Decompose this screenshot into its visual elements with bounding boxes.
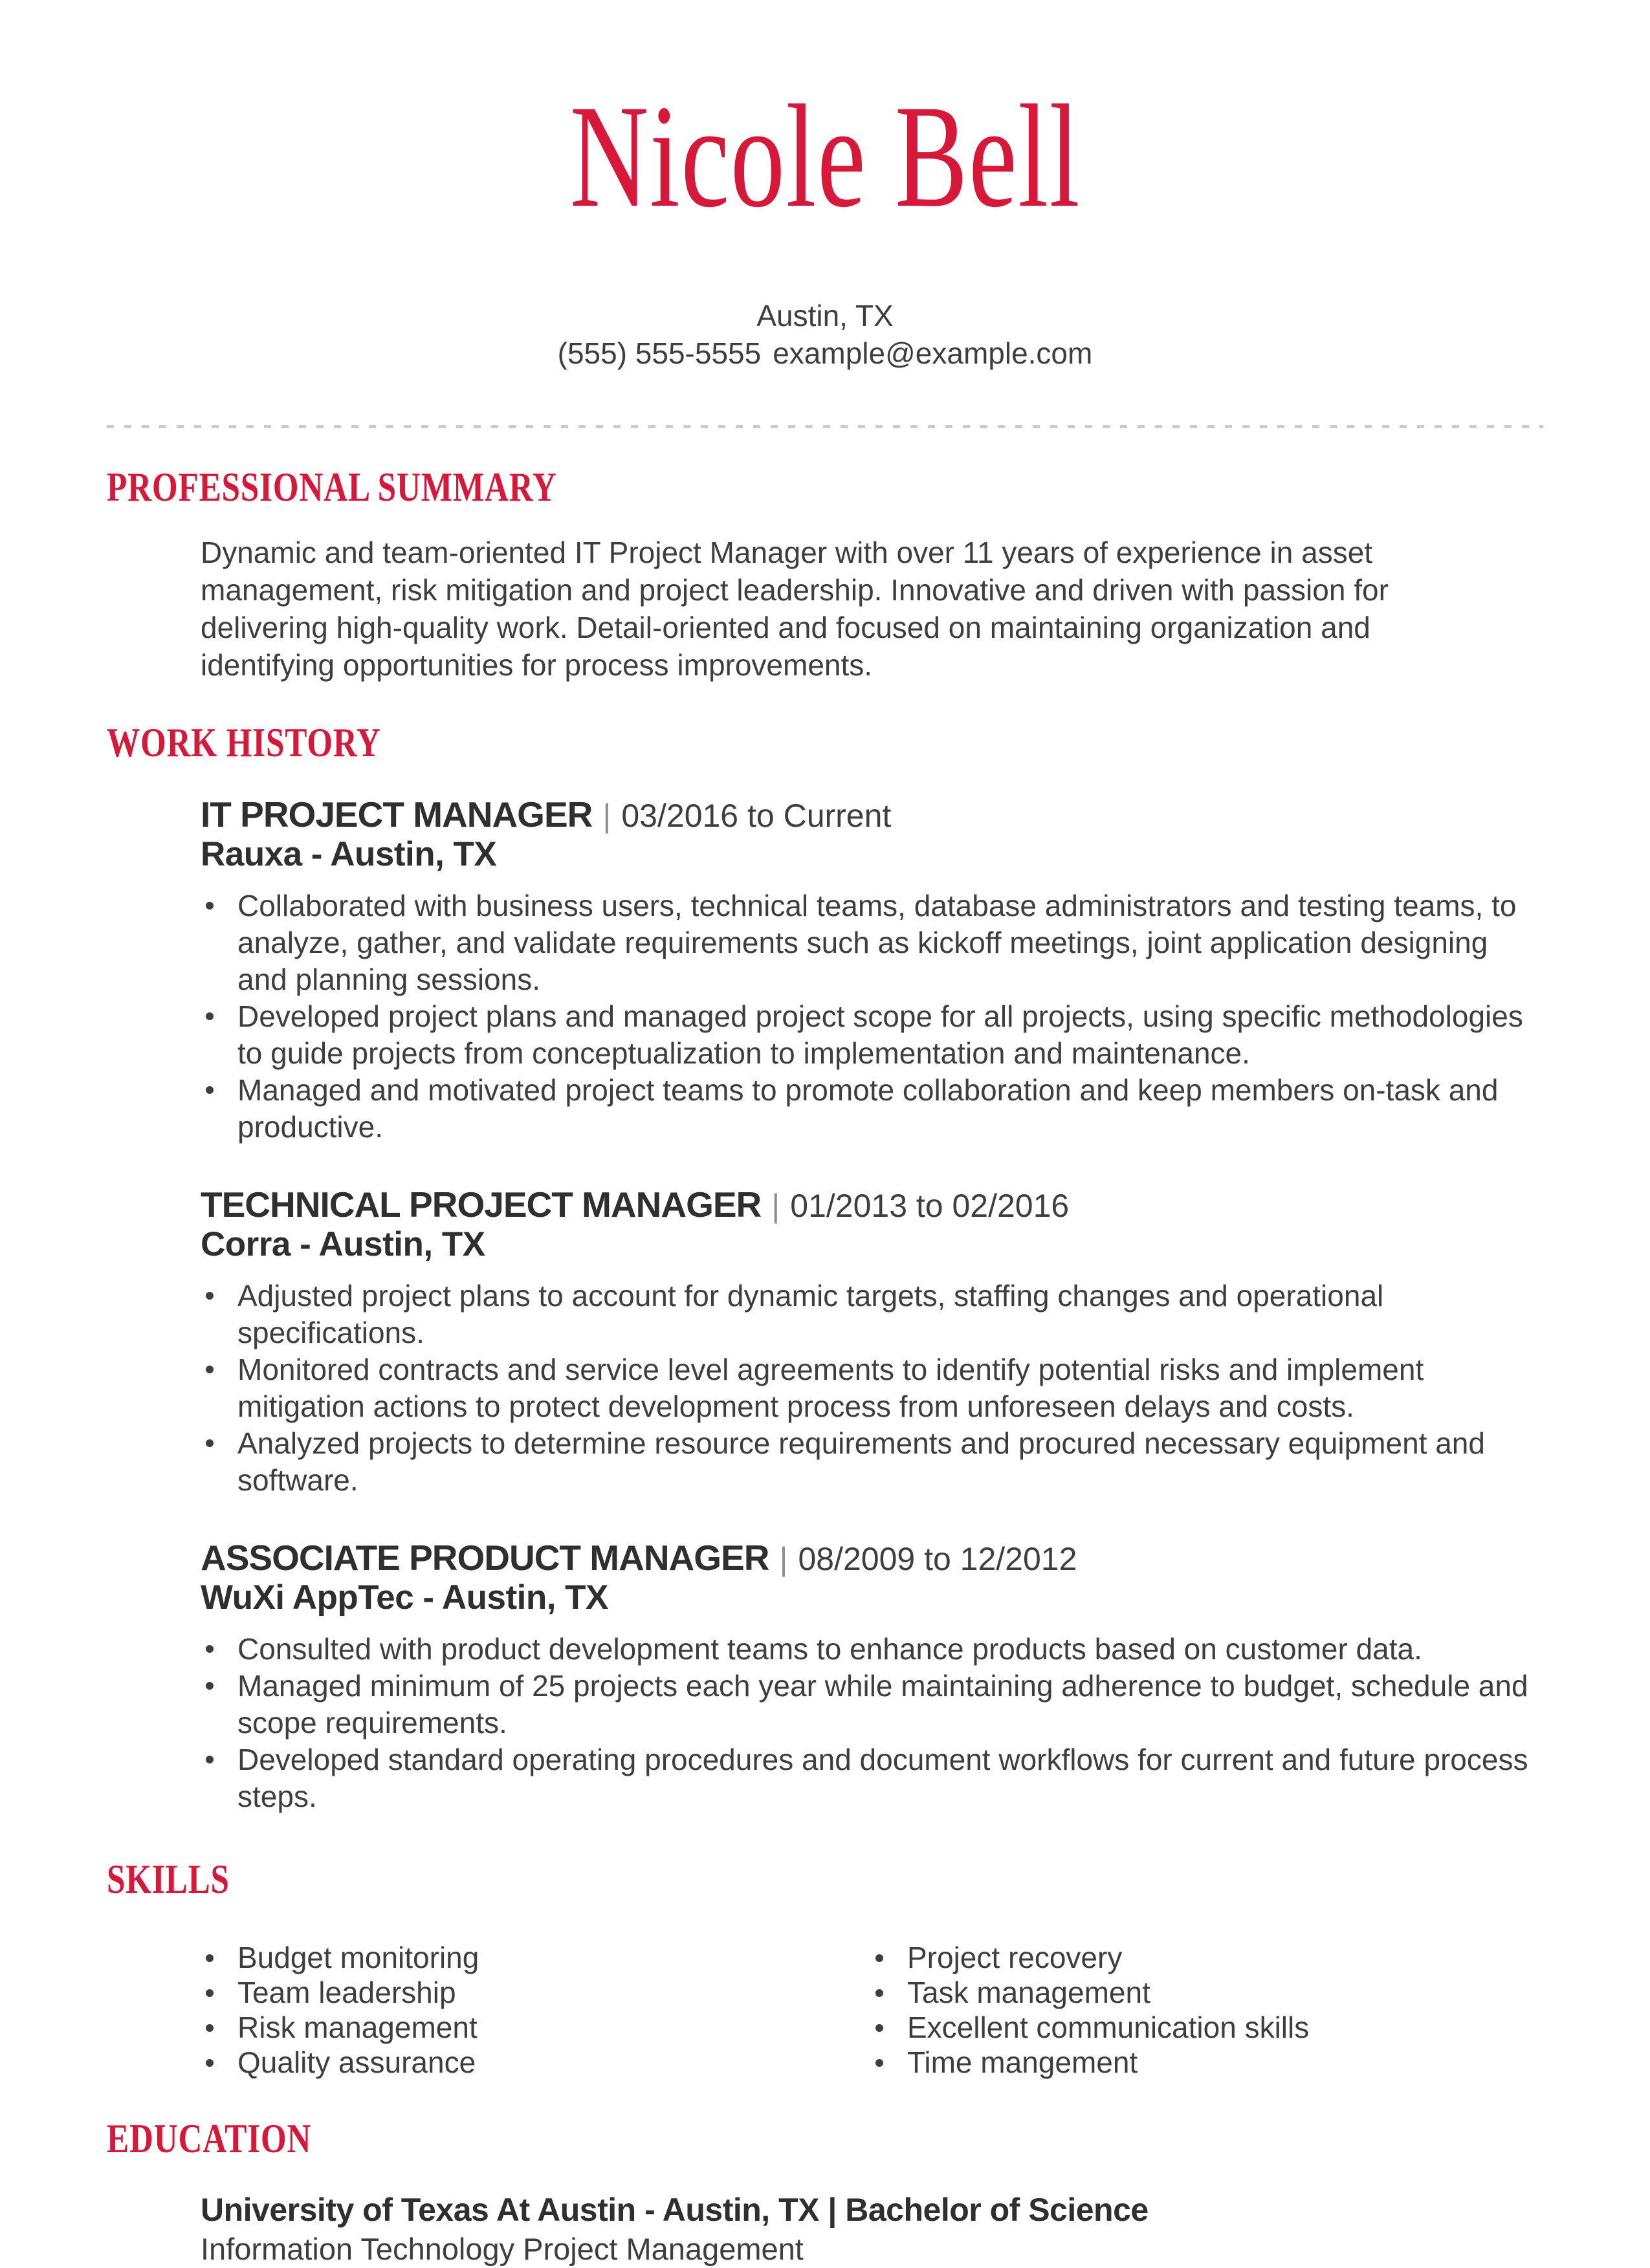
skills-left-column <box>201 1940 870 2080</box>
skill-item: Project recovery <box>870 1940 1543 1975</box>
work-history-heading-label: WORK HISTORY <box>107 719 381 765</box>
summary-heading-label: PROFESSIONAL SUMMARY <box>107 464 557 510</box>
summary-text: Dynamic and team-oriented IT Project Manager with over 11 years of experience in asset management, risk mitigation and project leadership. Innovative and driven with passion for delivering high-quality work. Detail-oriented and focused on maintaining organization and identifying opportunities for process improvements. <box>201 536 1389 682</box>
job-bullet-list <box>201 1278 1540 1499</box>
education-heading-label: EDUCATION <box>107 2115 312 2161</box>
job-title: TECHNICAL PROJECT MANAGER <box>201 1184 762 1225</box>
job-title-line <box>201 1186 1543 1225</box>
job-entry <box>201 796 1543 1146</box>
job-bullet-list <box>201 888 1540 1146</box>
summary-heading <box>107 463 1543 522</box>
job-title-line <box>201 1539 1543 1578</box>
work-history-heading <box>107 719 1543 778</box>
job-company: WuXi AppTec - Austin, TX <box>201 1578 608 1617</box>
contact-email: example@example.com <box>773 336 1093 370</box>
job-title: ASSOCIATE PRODUCT MANAGER <box>201 1538 769 1578</box>
resume-name: Nicole Bell <box>569 75 1081 238</box>
bullet-item: Developed project plans and managed project scope for all projects, using specific methodologies to guide projects from conceptualization to implementation and maintenance. <box>201 998 1540 1072</box>
skills-heading-label: SKILLS <box>107 1856 230 1902</box>
job-entry <box>201 1186 1543 1499</box>
contact-location: Austin, TX <box>756 299 894 333</box>
skill-item: Task management <box>870 1975 1543 2010</box>
contact-phone: (555) 555-5555 <box>557 336 762 370</box>
skill-item: Budget monitoring <box>201 1940 870 1975</box>
education-program: Information Technology Project Management <box>201 2232 804 2266</box>
section-divider <box>107 425 1543 428</box>
bullet-item: Managed and motivated project teams to promote collaboration and keep members on-task and productive. <box>201 1072 1540 1146</box>
skill-item: Risk management <box>201 2010 870 2045</box>
skills-heading <box>107 1855 1543 1914</box>
job-entry <box>201 1539 1543 1815</box>
skill-item: Quality assurance <box>201 2045 870 2080</box>
job-title-separator: | <box>602 798 611 834</box>
bullet-item: Developed standard operating procedures and document workflows for current and future process steps. <box>201 1741 1540 1815</box>
job-bullet-list <box>201 1631 1540 1815</box>
bullet-item: Collaborated with business users, technical teams, database administrators and testing teams, to analyze, gather, and validate requirements such as kickoff meetings, joint application designing and planning sessions. <box>201 888 1540 998</box>
job-dates: 03/2016 to Current <box>621 798 892 834</box>
education-heading <box>107 2115 1543 2174</box>
skill-item: Excellent communication skills <box>870 2010 1543 2045</box>
job-title: IT PROJECT MANAGER <box>201 794 593 834</box>
job-title-separator: | <box>779 1541 788 1577</box>
resume-header <box>107 75 1543 279</box>
skill-item: Time mangement <box>870 2045 1543 2080</box>
skills-grid <box>201 1940 1543 2080</box>
job-dates: 01/2013 to 02/2016 <box>790 1188 1070 1224</box>
job-company: Rauxa - Austin, TX <box>201 835 497 873</box>
bullet-item: Managed minimum of 25 projects each year while maintaining adherence to budget, schedule and scope requirements. <box>201 1668 1540 1741</box>
bullet-item: Analyzed projects to determine resource requirements and procured necessary equipment and software. <box>201 1425 1540 1499</box>
job-company: Corra - Austin, TX <box>201 1225 485 1263</box>
education-degree-line: University of Texas At Austin - Austin, TX | Bachelor of Science <box>201 2192 1149 2228</box>
job-title-separator: | <box>771 1188 780 1224</box>
job-title-line <box>201 796 1543 834</box>
contact-block <box>107 297 1543 372</box>
bullet-item: Adjusted project plans to account for dynamic targets, staffing changes and operational specifications. <box>201 1278 1540 1351</box>
contact-line <box>107 334 1543 372</box>
skill-item: Team leadership <box>201 1975 870 2010</box>
skills-right-column <box>870 1940 1543 2080</box>
job-dates: 08/2009 to 12/2012 <box>798 1541 1077 1577</box>
bullet-item: Consulted with product development teams to enhance products based on customer data. <box>201 1631 1540 1668</box>
bullet-item: Monitored contracts and service level agreements to identify potential risks and implement mitigation actions to protect development process from unforeseen delays and costs. <box>201 1351 1540 1425</box>
education-entry <box>201 2189 1543 2268</box>
